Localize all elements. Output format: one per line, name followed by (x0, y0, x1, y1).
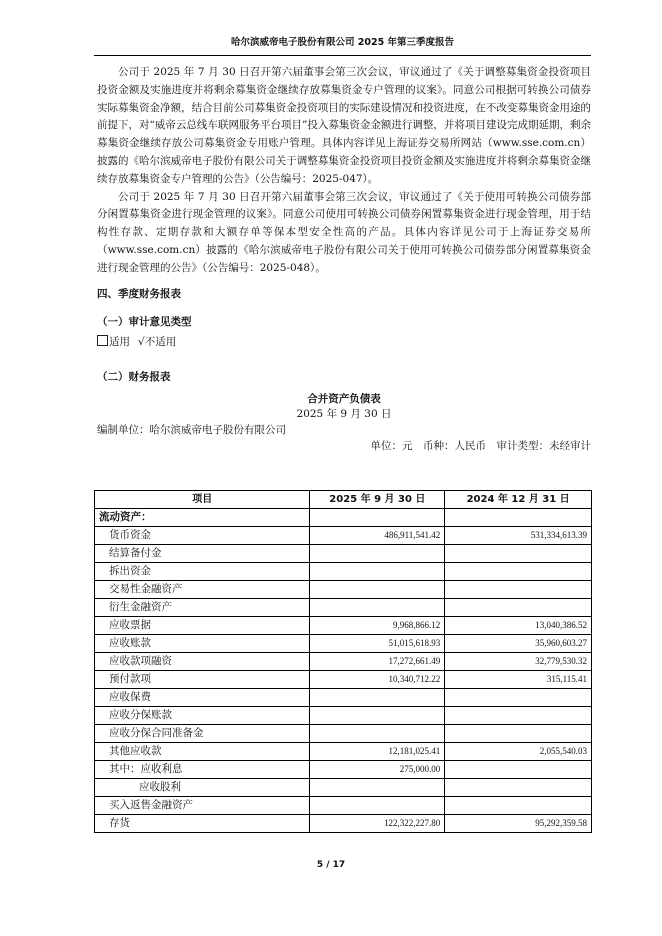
audit-opinion-heading: （一）审计意见类型 (97, 315, 192, 328)
row-current-value (310, 779, 445, 797)
page-number: 5 / 17 (316, 860, 346, 870)
table-header-row (95, 491, 592, 509)
check-mark-icon: √ (138, 335, 145, 348)
units-line: 单位：元 币种：人民币 审计类型：未经审计 (370, 439, 591, 452)
header-divider (94, 55, 591, 56)
label-applicable: 适用 (109, 335, 130, 348)
section-quarterly-statements: 四、季度财务报表 (97, 287, 181, 300)
table-row (95, 815, 592, 833)
balance-sheet-table (94, 490, 592, 833)
row-previous-value (445, 545, 592, 563)
table-row (95, 599, 592, 617)
row-previous-value (445, 581, 592, 599)
row-previous-value (445, 707, 592, 725)
section-current-assets: 流动资产： (95, 509, 310, 527)
row-item-label: 交易性金融资产 (95, 581, 310, 599)
report-header: 哈尔滨威帝电子股份有限公司 2025 年第三季度报告 (230, 37, 455, 48)
row-current-value (310, 725, 445, 743)
table-row (95, 545, 592, 563)
row-previous-value (445, 689, 592, 707)
label-not-applicable: 不适用 (144, 335, 177, 348)
financial-statements-heading: （二）财务报表 (97, 370, 171, 383)
table-section-row (95, 509, 592, 527)
table-row (95, 743, 592, 761)
table-row (95, 779, 592, 797)
row-current-value: 10,340,712.22 (310, 671, 445, 689)
row-item-label: 货币资金 (95, 527, 310, 545)
table-cell (310, 509, 445, 527)
row-previous-value (445, 797, 592, 815)
row-previous-value: 35,960,603.27 (445, 635, 592, 653)
table-row (95, 761, 592, 779)
table-row (95, 581, 592, 599)
table-row (95, 617, 592, 635)
row-previous-value: 13,040,386.52 (445, 617, 592, 635)
table-row (95, 725, 592, 743)
row-item-label: 应收股利 (95, 779, 310, 797)
row-current-value: 51,015,618.93 (310, 635, 445, 653)
row-current-value (310, 707, 445, 725)
row-previous-value (445, 779, 592, 797)
row-current-value (310, 545, 445, 563)
row-item-label: 预付款项 (95, 671, 310, 689)
compiling-entity: 编制单位：哈尔滨威帝电子股份有限公司 (97, 423, 286, 436)
header-previous-period: 2024 年 12 月 31 日 (445, 491, 592, 509)
table-row (95, 797, 592, 815)
table-row (95, 671, 592, 689)
row-current-value (310, 797, 445, 815)
balance-sheet-date: 2025 年 9 月 30 日 (296, 407, 392, 420)
row-item-label: 应收账款 (95, 635, 310, 653)
row-current-value: 486,911,541.42 (310, 527, 445, 545)
row-item-label: 应收保费 (95, 689, 310, 707)
row-previous-value (445, 761, 592, 779)
row-item-label: 结算备付金 (95, 545, 310, 563)
balance-sheet-body (95, 509, 592, 833)
header-current-period: 2025 年 9 月 30 日 (310, 491, 445, 509)
row-previous-value: 32,779,530.32 (445, 653, 592, 671)
header-item: 项目 (95, 491, 310, 509)
row-current-value: 275,000.00 (310, 761, 445, 779)
row-current-value (310, 689, 445, 707)
row-previous-value (445, 599, 592, 617)
table-cell (445, 509, 592, 527)
row-item-label: 存货 (95, 815, 310, 833)
row-current-value (310, 581, 445, 599)
table-row (95, 653, 592, 671)
audit-opinion-options (97, 332, 591, 352)
table-row (95, 527, 592, 545)
row-item-label: 其中：应收利息 (95, 761, 310, 779)
paragraph-fund-adjustment: 公司于 2025 年 7 月 30 日召开第六届董事会第三次会议，审议通过了《关于调整募集资金投资项目投资金额及实施进度并将剩余募集资金继续存放募集资金专户管理的议案》。同意公司根据可转换公司债券实际募集资金净额，结合目前公司募集资金投资项目的实际建设情况和投资进度，在不改变募集资金用途的前提下，对“威帝云总线车联网服务平台项目”投入募集资金金额进行调整，并将项目建设完成期延期，剩余募集资金继续存放公司募集资金专用账户管理。具体内容详见上海证券交易所网站（www.sse.com.cn）披露的《哈尔滨威帝电子股份有限公司关于调整募集资金投资项目投资金额及实施进度并将剩余募集资金继续存放募集资金专户管理的公告》（公告编号：2025-047）。 (97, 66, 591, 185)
row-previous-value: 531,334,613.39 (445, 527, 592, 545)
table-row (95, 707, 592, 725)
row-current-value: 12,181,025.41 (310, 743, 445, 761)
row-previous-value (445, 563, 592, 581)
row-current-value: 122,322,227.80 (310, 815, 445, 833)
row-current-value (310, 563, 445, 581)
row-previous-value: 315,115.41 (445, 671, 592, 689)
row-item-label: 其他应收款 (95, 743, 310, 761)
paragraph-cash-management: 公司于 2025 年 7 月 30 日召开第六届董事会第三次会议，审议通过了《关于使用可转换公司债券部分闲置募集资金进行现金管理的议案》。同意公司使用可转换公司债券闲置募集资金进行现金管理，用于结构性存款、定期存款和大额存单等保本型安全性高的产品。具体内容详见公司于上海证券交易所（www.sse.com.cn）披露的《哈尔滨威帝电子股份有限公司关于使用可转换公司债券部分闲置募集资金进行现金管理的公告》（公告编号：2025-048）。 (97, 190, 591, 274)
row-previous-value: 95,292,359.58 (445, 815, 592, 833)
row-item-label: 衍生金融资产 (95, 599, 310, 617)
row-item-label: 应收款项融资 (95, 653, 310, 671)
table-row (95, 563, 592, 581)
row-item-label: 拆出资金 (95, 563, 310, 581)
table-row (95, 689, 592, 707)
row-item-label: 应收分保账款 (95, 707, 310, 725)
main-content (97, 64, 591, 454)
row-item-label: 应收票据 (95, 617, 310, 635)
table-row (95, 635, 592, 653)
row-item-label: 应收分保合同准备金 (95, 725, 310, 743)
row-item-label: 买入返售金融资产 (95, 797, 310, 815)
row-current-value (310, 599, 445, 617)
row-current-value: 17,272,661.49 (310, 653, 445, 671)
row-previous-value: 2,055,540.03 (445, 743, 592, 761)
row-current-value: 9,968,866.12 (310, 617, 445, 635)
row-previous-value (445, 725, 592, 743)
balance-sheet-title: 合并资产负债表 (307, 392, 381, 405)
checkbox-applicable (97, 335, 108, 346)
